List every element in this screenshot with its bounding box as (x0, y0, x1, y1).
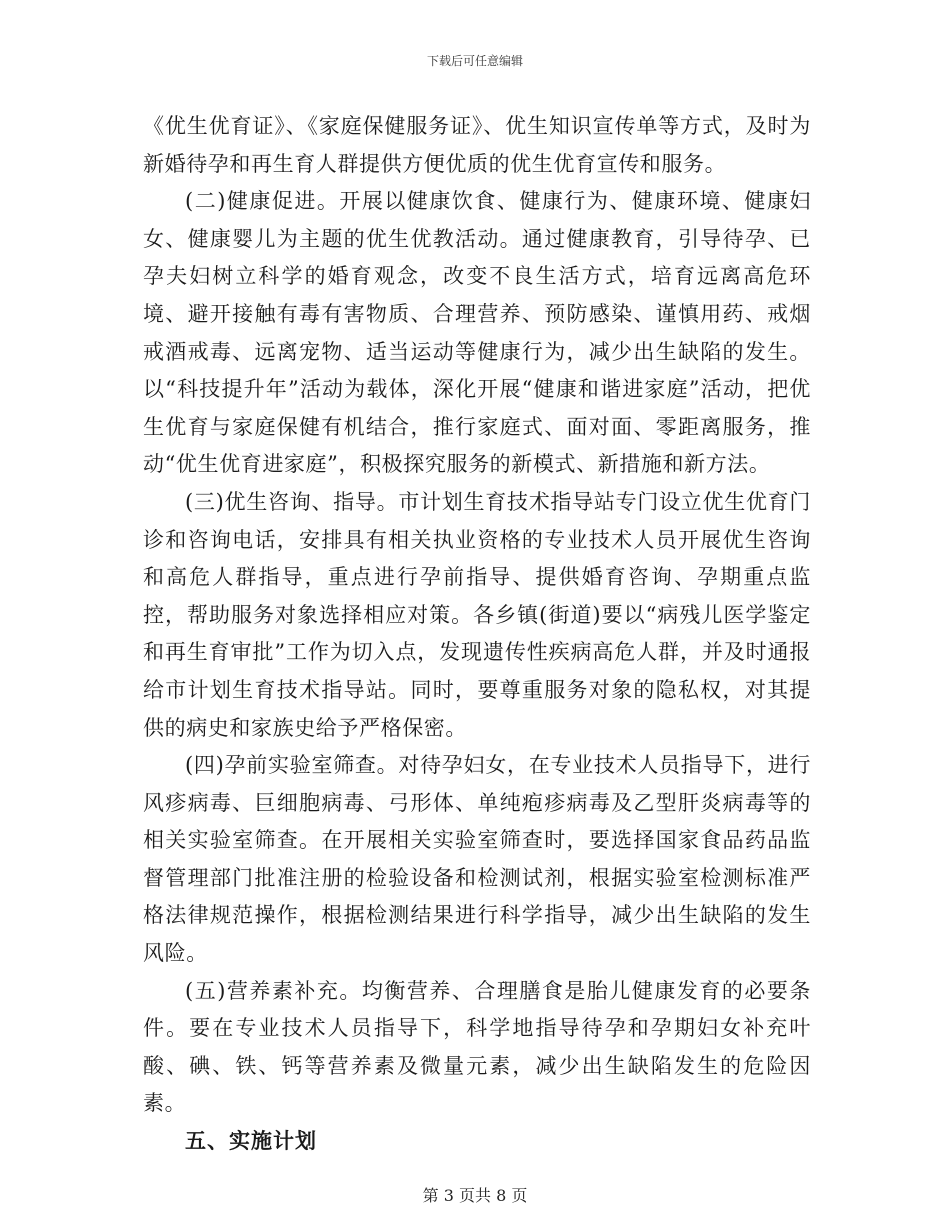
section-heading: 五、实施计划 (185, 1129, 317, 1154)
page-header: 下载后可任意编辑 (426, 54, 523, 68)
paragraph-continuation: 《优生优育证》、《家庭保健服务证》、优生知识宣传单等方式，及时为新婚待孕和再生育人群提供方便优质的优生优育宣传和服务。 (143, 114, 811, 176)
paragraph-prepregnancy-screening: (四)孕前实验室筛查。对待孕妇女，在专业技术人员指导下，进行风疹病毒、巨细胞病毒、弓形体、单纯疱疹病毒及乙型肝炎病毒等的相关实验室筛查。在开展相关实验室筛查时，要选择国家食品药品监督管理部门批准注册的检验设备和检测试剂，根据实验室检测标准严格法律规范操作，根据检测结果进行科学指导，减少出生缺陷的发生风险。 (143, 753, 811, 966)
document-body (143, 108, 811, 1161)
paragraph-consultation-guidance: (三)优生咨询、指导。市计划生育技术指导站专门设立优生优育门诊和咨询电话，安排具有相关执业资格的专业技术人员开展优生咨询和高危人群指导，重点进行孕前指导、提供婚育咨询、孕期重点监控，帮助服务对象选择相应对策。各乡镇(街道)要以“病残儿医学鉴定和再生育审批”工作为切入点，发现遗传性疾病高危人群，并及时通报给市计划生育技术指导站。同时，要尊重服务对象的隐私权，对其提供的病史和家族史给予严格保密。 (143, 489, 811, 740)
paragraph-nutrient-supplement: (五)营养素补充。均衡营养、合理膳食是胎儿健康发育的必要条件。要在专业技术人员指导下，科学地指导待孕和孕期妇女补充叶酸、碘、铁、钙等营养素及微量元素，减少出生缺陷发生的危险因素。 (143, 978, 811, 1116)
page-number: 第 3 页共 8 页 (422, 1186, 528, 1205)
paragraph-health-promotion: (二)健康促进。开展以健康饮食、健康行为、健康环境、健康妇女、健康婴儿为主题的优生优教活动。通过健康教育，引导待孕、已孕夫妇树立科学的婚育观念，改变不良生活方式，培育远离高危环境、避开接触有毒有害物质、合理营养、预防感染、谨慎用药、戒烟戒酒戒毒、远离宠物、适当运动等健康行为，减少出生缺陷的发生。以“科技提升年”活动为载体，深化开展“健康和谐进家庭”活动，把优生优育与家庭保健有机结合，推行家庭式、面对面、零距离服务，推动“优生优育进家庭”，积极探究服务的新模式、新措施和新方法。 (143, 189, 811, 477)
